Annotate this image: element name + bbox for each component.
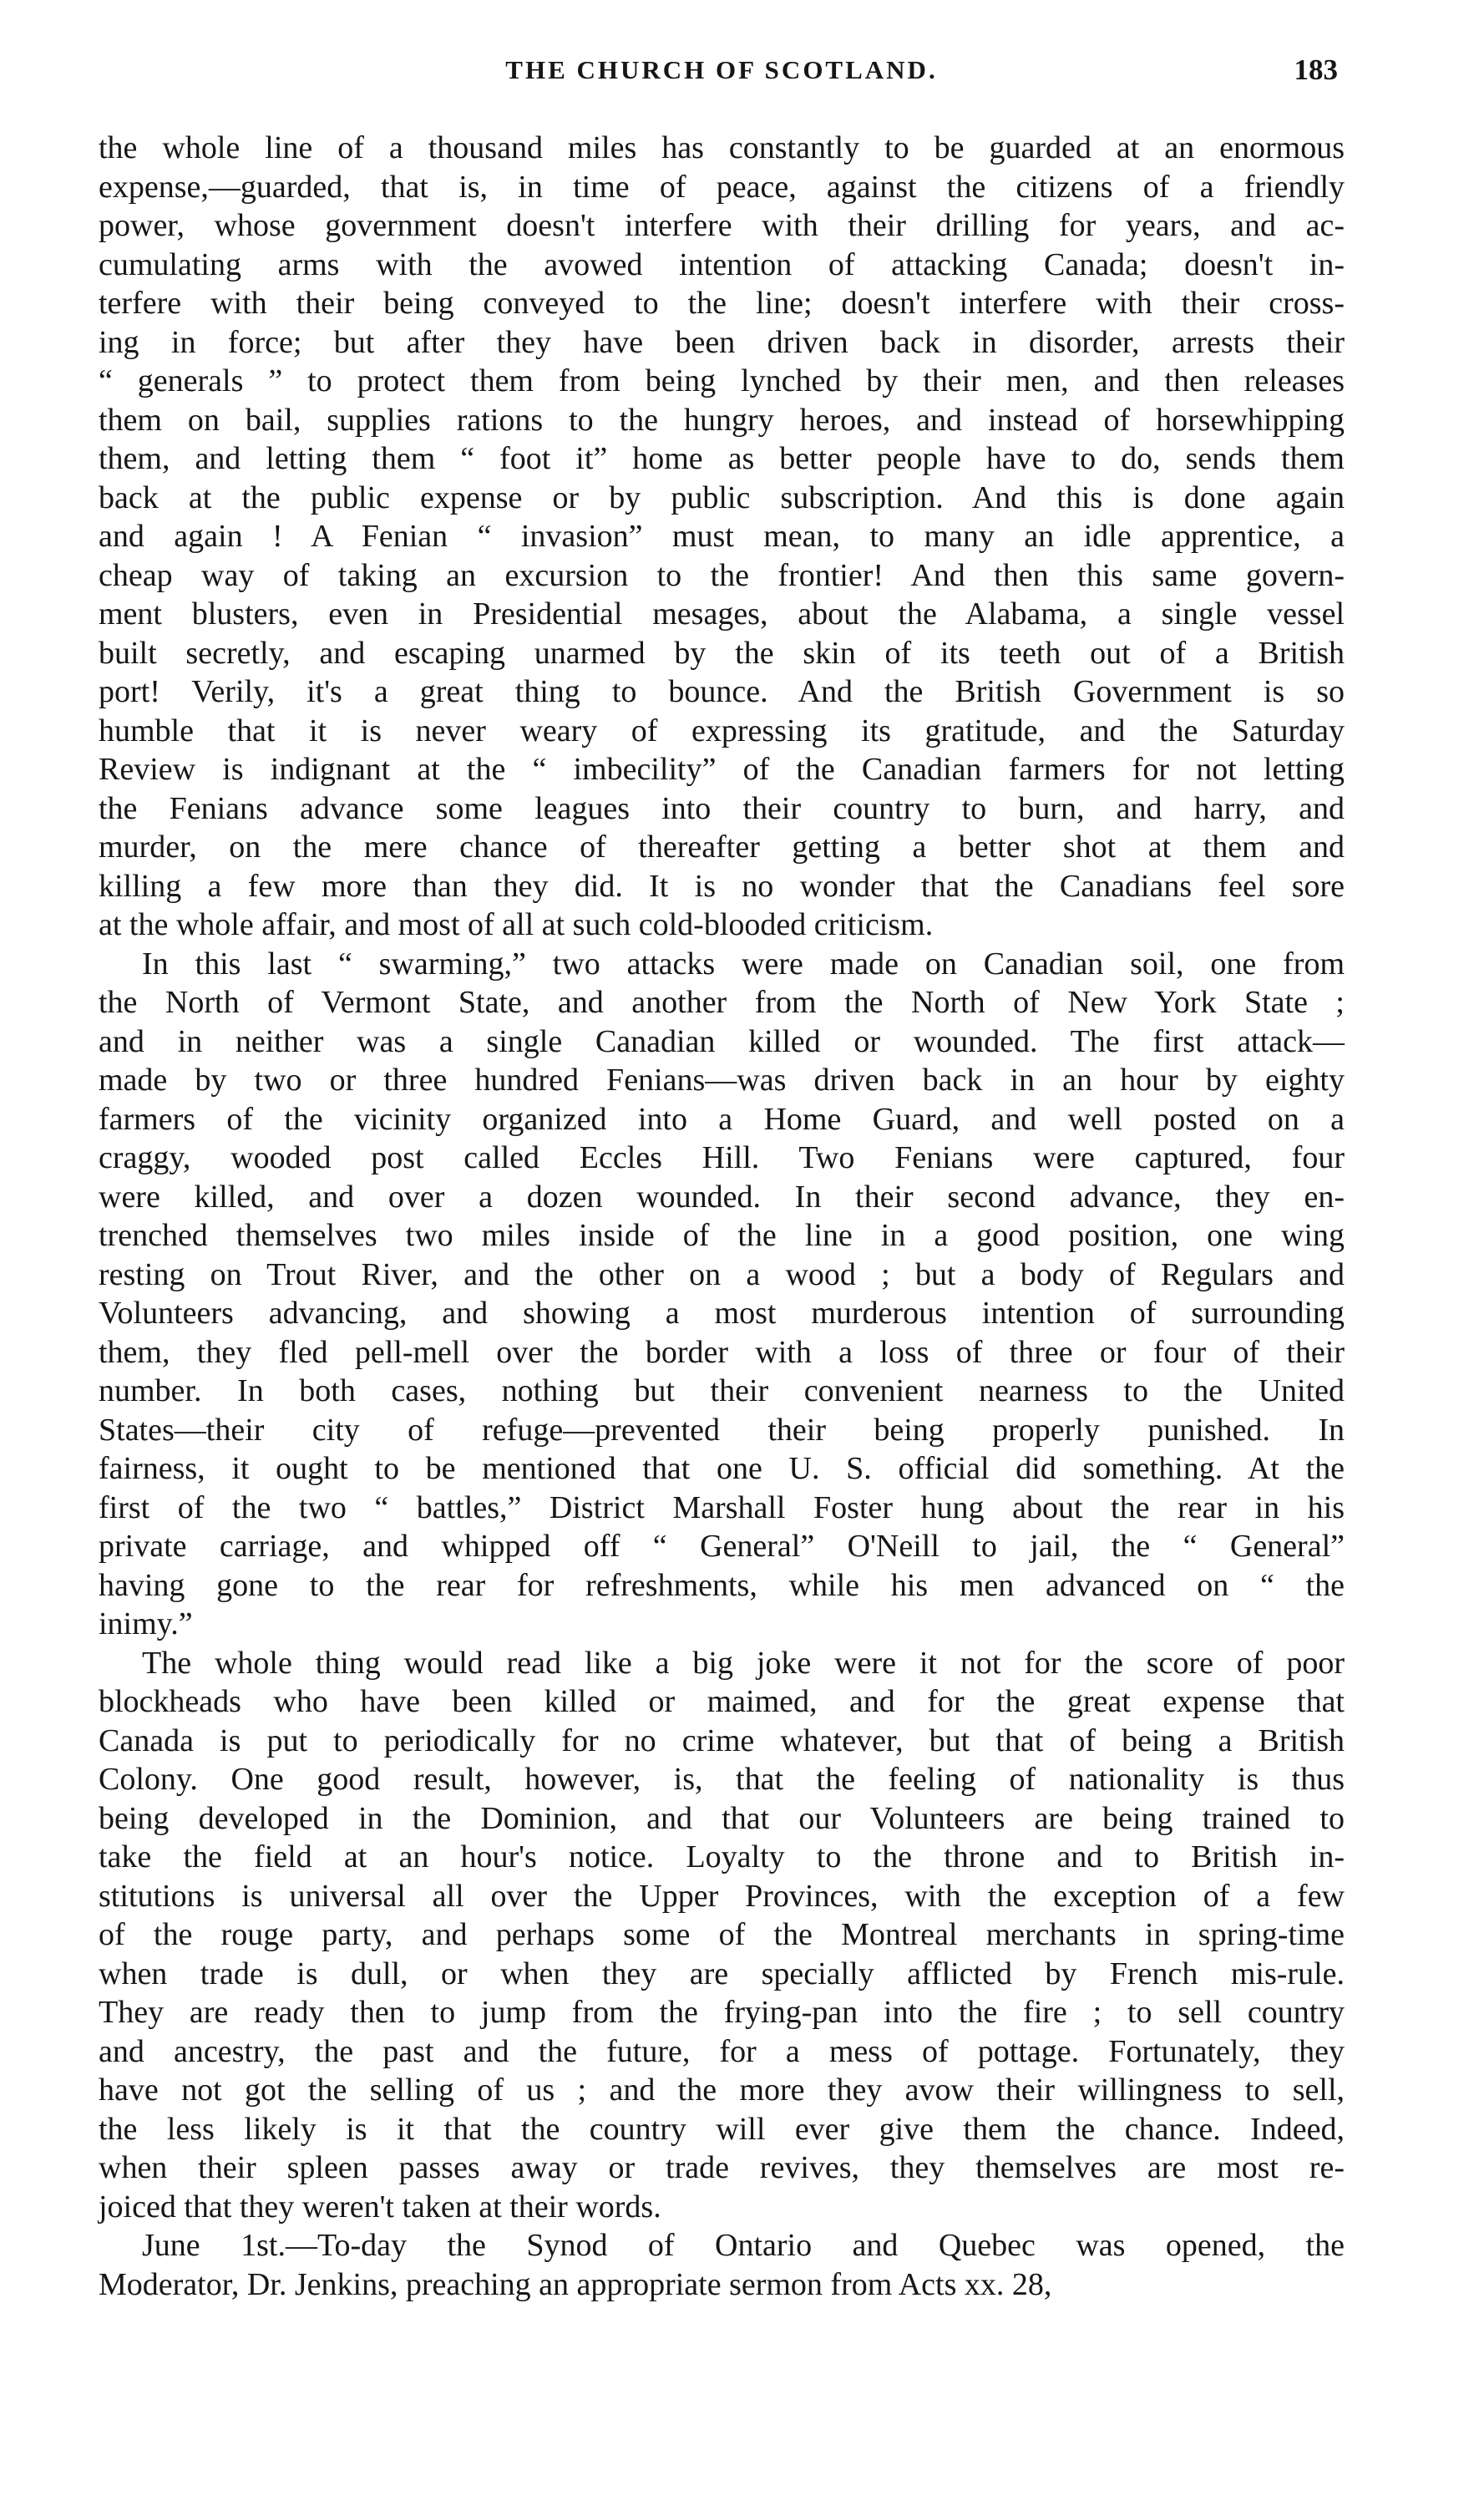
text-line: blockheads who have been killed or maimed, and for the great expense that (99, 1684, 1345, 1719)
text-line: back at the public expense or by public subscription. And this is done again (99, 479, 1345, 515)
page-header (99, 50, 1345, 100)
text-line: have not got the selling of us ; and the more they avow their willingness to sell, (99, 2072, 1345, 2108)
text-line: They are ready then to jump from the frying-pan into the fire ; to sell country (99, 1995, 1345, 2030)
text-line: terfere with their being conveyed to the line; doesn't interfere with their cross- (99, 286, 1345, 321)
text-line: resting on Trout River, and the other on a wood ; but a body of Regulars and (99, 1256, 1345, 1292)
text-line: were killed, and over a dozen wounded. In their second advance, they en- (99, 1179, 1345, 1215)
text-line: joiced that they weren't taken at their words. (99, 2189, 661, 2224)
text-line: In this last “ swarming,” two attacks were made on Canadian soil, one from (142, 946, 1345, 982)
text-line: Colony. One good result, however, is, that the feeling of nationality is thus (99, 1762, 1345, 1797)
text-line: farmers of the vicinity organized into a Home Guard, and well posted on a (99, 1101, 1345, 1137)
body-text (99, 129, 1345, 2304)
text-line: June 1st.—To-day the Synod of Ontario and Quebec was opened, the (142, 2228, 1345, 2263)
text-line: expense,—guarded, that is, in time of peace, against the citizens of a friendly (99, 169, 1345, 205)
text-line: port! Verily, it's a great thing to bounce. And the British Government is so (99, 674, 1345, 709)
text-line: “ generals ” to protect them from being lynched by their men, and then releases (99, 363, 1345, 398)
page-number: 183 (1294, 53, 1338, 86)
text-line: when their spleen passes away or trade revives, they themselves are most re- (99, 2150, 1345, 2185)
text-line: ing in force; but after they have been driven back in disorder, arrests their (99, 324, 1345, 360)
text-line: being developed in the Dominion, and that our Volunteers are being trained to (99, 1800, 1345, 1836)
text-line: and again ! A Fenian “ invasion” must mean, to many an idle apprentice, a (99, 519, 1345, 554)
text-line: power, whose government doesn't interfere with their drilling for years, and ac- (99, 208, 1345, 243)
text-line: first of the two “ battles,” District Marshall Foster hung about the rear in his (99, 1489, 1345, 1525)
text-line: stitutions is universal all over the Upper Provinces, with the exception of a few (99, 1878, 1345, 1914)
text-line: humble that it is never weary of expressing its gratitude, and the Saturday (99, 713, 1345, 748)
text-line: them, and letting them “ foot it” home as better people have to do, sends them (99, 441, 1345, 476)
text-line: fairness, it ought to be mentioned that one U. S. official did something. At the (99, 1451, 1345, 1486)
text-line: take the field at an hour's notice. Loyalty to the throne and to British in- (99, 1839, 1345, 1874)
text-line: cumulating arms with the avowed intention of attacking Canada; doesn't in- (99, 246, 1345, 282)
text-line: States—their city of refuge—prevented their being properly punished. In (99, 1412, 1345, 1448)
text-line: having gone to the rear for refreshments, while his men advanced on “ the (99, 1567, 1345, 1603)
text-line: Review is indignant at the “ imbecility” of the Canadian farmers for not letting (99, 752, 1345, 787)
text-line: ment blusters, even in Presidential mesages, about the Alabama, a single vessel (99, 596, 1345, 632)
text-line: when trade is dull, or when they are specially afflicted by French mis-rule. (99, 1956, 1345, 1991)
text-line: Moderator, Dr. Jenkins, preaching an appropriate sermon from Acts xx. 28, (99, 2266, 1052, 2302)
text-line: built secretly, and escaping unarmed by the skin of its teeth out of a British (99, 635, 1345, 671)
text-line: craggy, wooded post called Eccles Hill. Two Fenians were captured, four (99, 1140, 1345, 1175)
text-line: inimy.” (99, 1606, 193, 1641)
text-line: and ancestry, the past and the future, for a mess of pottage. Fortunately, they (99, 2033, 1345, 2069)
text-line: Canada is put to periodically for no crime whatever, but that of being a British (99, 1722, 1345, 1758)
text-line: murder, on the mere chance of thereafter getting a better shot at them and (99, 829, 1345, 865)
text-line: the North of Vermont State, and another from the North of New York State ; (99, 985, 1345, 1020)
text-line: The whole thing would read like a big joke were it not for the score of poor (142, 1645, 1345, 1681)
running-title: THE CHURCH OF SCOTLAND. (505, 55, 938, 84)
text-line: at the whole affair, and most of all at such cold-blooded criticism. (99, 907, 934, 942)
text-line: the Fenians advance some leagues into their country to burn, and harry, and (99, 790, 1345, 826)
text-line: of the rouge party, and perhaps some of the Montreal merchants in spring-time (99, 1917, 1345, 1952)
text-line: the whole line of a thousand miles has constantly to be guarded at an enormous (99, 130, 1345, 165)
text-line: them on bail, supplies rations to the hungry heroes, and instead of horsewhipping (99, 402, 1345, 438)
text-line: them, they fled pell-mell over the border with a loss of three or four of their (99, 1334, 1345, 1370)
text-line: trenched themselves two miles inside of the line in a good position, one wing (99, 1218, 1345, 1253)
text-line: the less likely is it that the country will ever give them the chance. Indeed, (99, 2111, 1345, 2147)
text-line: made by two or three hundred Fenians—was driven back in an hour by eighty (99, 1063, 1345, 1098)
text-line: number. In both cases, nothing but their convenient nearness to the United (99, 1373, 1345, 1408)
text-line: killing a few more than they did. It is no wonder that the Canadians feel sore (99, 868, 1345, 904)
text-line: private carriage, and whipped off “ General” O'Neill to jail, the “ General” (99, 1529, 1345, 1564)
text-line: and in neither was a single Canadian killed or wounded. The first attack— (99, 1023, 1345, 1059)
text-line: Volunteers advancing, and showing a most murderous intention of surrounding (99, 1296, 1345, 1331)
text-line: cheap way of taking an excursion to the frontier! And then this same govern- (99, 557, 1345, 593)
